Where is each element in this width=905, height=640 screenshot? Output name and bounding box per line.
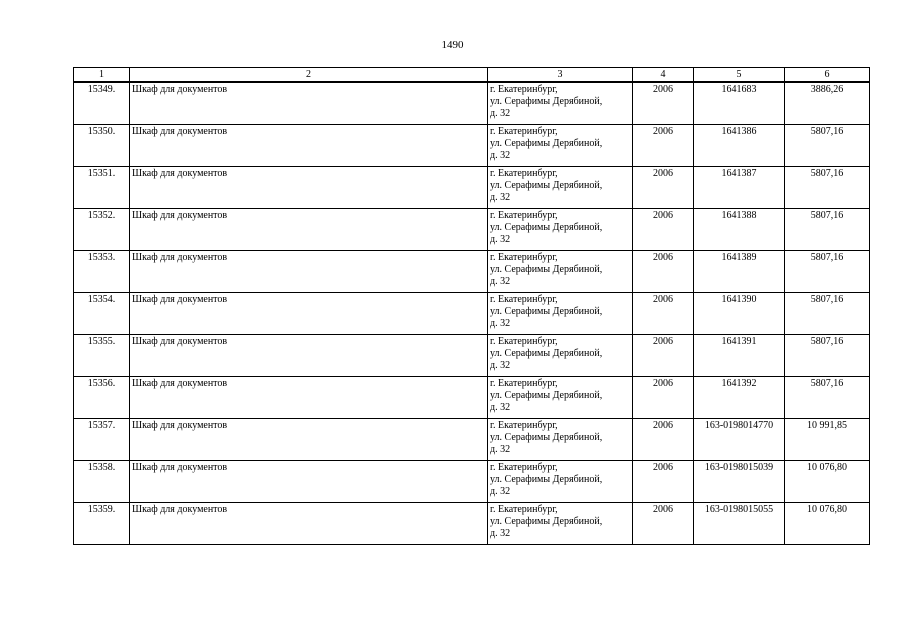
inventory-number: 1641392 — [694, 377, 785, 419]
item-cost: 5807,16 — [785, 167, 870, 209]
item-cost: 10 991,85 — [785, 419, 870, 461]
inventory-number: 1641390 — [694, 293, 785, 335]
address-line: д. 32 — [490, 486, 511, 497]
inventory-number: 1641391 — [694, 335, 785, 377]
address-line: г. Екатеринбург, — [490, 336, 558, 347]
item-name: Шкаф для документов — [130, 377, 488, 419]
table-row — [74, 167, 870, 209]
address-line: д. 32 — [490, 402, 511, 413]
item-year: 2006 — [633, 419, 694, 461]
address-line: ул. Серафимы Дерябиной, — [490, 390, 603, 401]
item-cost: 3886,26 — [785, 82, 870, 125]
item-name: Шкаф для документов — [130, 503, 488, 545]
inventory-number: 1641386 — [694, 125, 785, 167]
address-line: г. Екатеринбург, — [490, 420, 558, 431]
item-address — [488, 377, 633, 419]
item-year: 2006 — [633, 377, 694, 419]
address-line: д. 32 — [490, 108, 511, 119]
address-line: д. 32 — [490, 234, 511, 245]
inventory-number: 1641683 — [694, 82, 785, 125]
item-year: 2006 — [633, 461, 694, 503]
property-table — [73, 67, 870, 545]
inventory-number: 163-0198015039 — [694, 461, 785, 503]
item-name: Шкаф для документов — [130, 125, 488, 167]
column-header: 6 — [785, 68, 870, 83]
table-body — [74, 82, 870, 545]
item-cost: 5807,16 — [785, 209, 870, 251]
address-line: д. 32 — [490, 528, 511, 539]
address-line: ул. Серафимы Дерябиной, — [490, 222, 603, 233]
address-line: г. Екатеринбург, — [490, 84, 558, 95]
address-line: г. Екатеринбург, — [490, 252, 558, 263]
address-line: ул. Серафимы Дерябиной, — [490, 474, 603, 485]
row-number: 15353. — [74, 251, 130, 293]
column-header: 3 — [488, 68, 633, 83]
row-number: 15352. — [74, 209, 130, 251]
item-address — [488, 293, 633, 335]
column-header: 2 — [130, 68, 488, 83]
table-row — [74, 377, 870, 419]
item-cost: 10 076,80 — [785, 461, 870, 503]
address-line: д. 32 — [490, 192, 511, 203]
address-line: д. 32 — [490, 150, 511, 161]
row-number: 15351. — [74, 167, 130, 209]
item-address — [488, 503, 633, 545]
table-row — [74, 461, 870, 503]
page-number: 1490 — [441, 39, 464, 51]
item-address — [488, 125, 633, 167]
address-line: г. Екатеринбург, — [490, 378, 558, 389]
row-number: 15350. — [74, 125, 130, 167]
item-address — [488, 461, 633, 503]
address-line: ул. Серафимы Дерябиной, — [490, 180, 603, 191]
address-line: г. Екатеринбург, — [490, 126, 558, 137]
row-number: 15355. — [74, 335, 130, 377]
address-line: д. 32 — [490, 360, 511, 371]
table-row — [74, 251, 870, 293]
table-row — [74, 82, 870, 125]
address-line: ул. Серафимы Дерябиной, — [490, 96, 603, 107]
address-line: д. 32 — [490, 276, 511, 287]
item-cost: 10 076,80 — [785, 503, 870, 545]
item-address — [488, 419, 633, 461]
table-row — [74, 419, 870, 461]
item-year: 2006 — [633, 125, 694, 167]
item-cost: 5807,16 — [785, 293, 870, 335]
item-name: Шкаф для документов — [130, 293, 488, 335]
column-header: 1 — [74, 68, 130, 83]
item-cost: 5807,16 — [785, 125, 870, 167]
table-row — [74, 209, 870, 251]
table-row — [74, 125, 870, 167]
item-year: 2006 — [633, 335, 694, 377]
column-header: 4 — [633, 68, 694, 83]
item-year: 2006 — [633, 209, 694, 251]
address-line: ул. Серафимы Дерябиной, — [490, 264, 603, 275]
row-number: 15357. — [74, 419, 130, 461]
item-cost: 5807,16 — [785, 377, 870, 419]
item-address — [488, 209, 633, 251]
item-year: 2006 — [633, 82, 694, 125]
item-address — [488, 82, 633, 125]
table-row — [74, 503, 870, 545]
item-year: 2006 — [633, 503, 694, 545]
inventory-number: 163-0198015055 — [694, 503, 785, 545]
address-line: ул. Серафимы Дерябиной, — [490, 516, 603, 527]
address-line: д. 32 — [490, 318, 511, 329]
table-row — [74, 293, 870, 335]
row-number: 15354. — [74, 293, 130, 335]
inventory-number: 163-0198014770 — [694, 419, 785, 461]
item-name: Шкаф для документов — [130, 209, 488, 251]
item-address — [488, 335, 633, 377]
address-line: ул. Серафимы Дерябиной, — [490, 432, 603, 443]
item-name: Шкаф для документов — [130, 251, 488, 293]
item-name: Шкаф для документов — [130, 82, 488, 125]
column-header: 5 — [694, 68, 785, 83]
address-line: ул. Серафимы Дерябиной, — [490, 348, 603, 359]
row-number: 15356. — [74, 377, 130, 419]
address-line: ул. Серафимы Дерябиной, — [490, 306, 603, 317]
address-line: г. Екатеринбург, — [490, 462, 558, 473]
row-number: 15358. — [74, 461, 130, 503]
header-row — [74, 68, 870, 83]
address-line: ул. Серафимы Дерябиной, — [490, 138, 603, 149]
table-row — [74, 335, 870, 377]
row-number: 15359. — [74, 503, 130, 545]
item-address — [488, 167, 633, 209]
address-line: г. Екатеринбург, — [490, 168, 558, 179]
address-line: г. Екатеринбург, — [490, 294, 558, 305]
item-name: Шкаф для документов — [130, 167, 488, 209]
item-name: Шкаф для документов — [130, 461, 488, 503]
item-name: Шкаф для документов — [130, 419, 488, 461]
item-year: 2006 — [633, 251, 694, 293]
address-line: г. Екатеринбург, — [490, 504, 558, 515]
address-line: г. Екатеринбург, — [490, 210, 558, 221]
item-address — [488, 251, 633, 293]
address-line: д. 32 — [490, 444, 511, 455]
item-year: 2006 — [633, 167, 694, 209]
row-number: 15349. — [74, 82, 130, 125]
inventory-number: 1641388 — [694, 209, 785, 251]
item-year: 2006 — [633, 293, 694, 335]
item-name: Шкаф для документов — [130, 335, 488, 377]
inventory-number: 1641387 — [694, 167, 785, 209]
item-cost: 5807,16 — [785, 335, 870, 377]
inventory-number: 1641389 — [694, 251, 785, 293]
item-cost: 5807,16 — [785, 251, 870, 293]
